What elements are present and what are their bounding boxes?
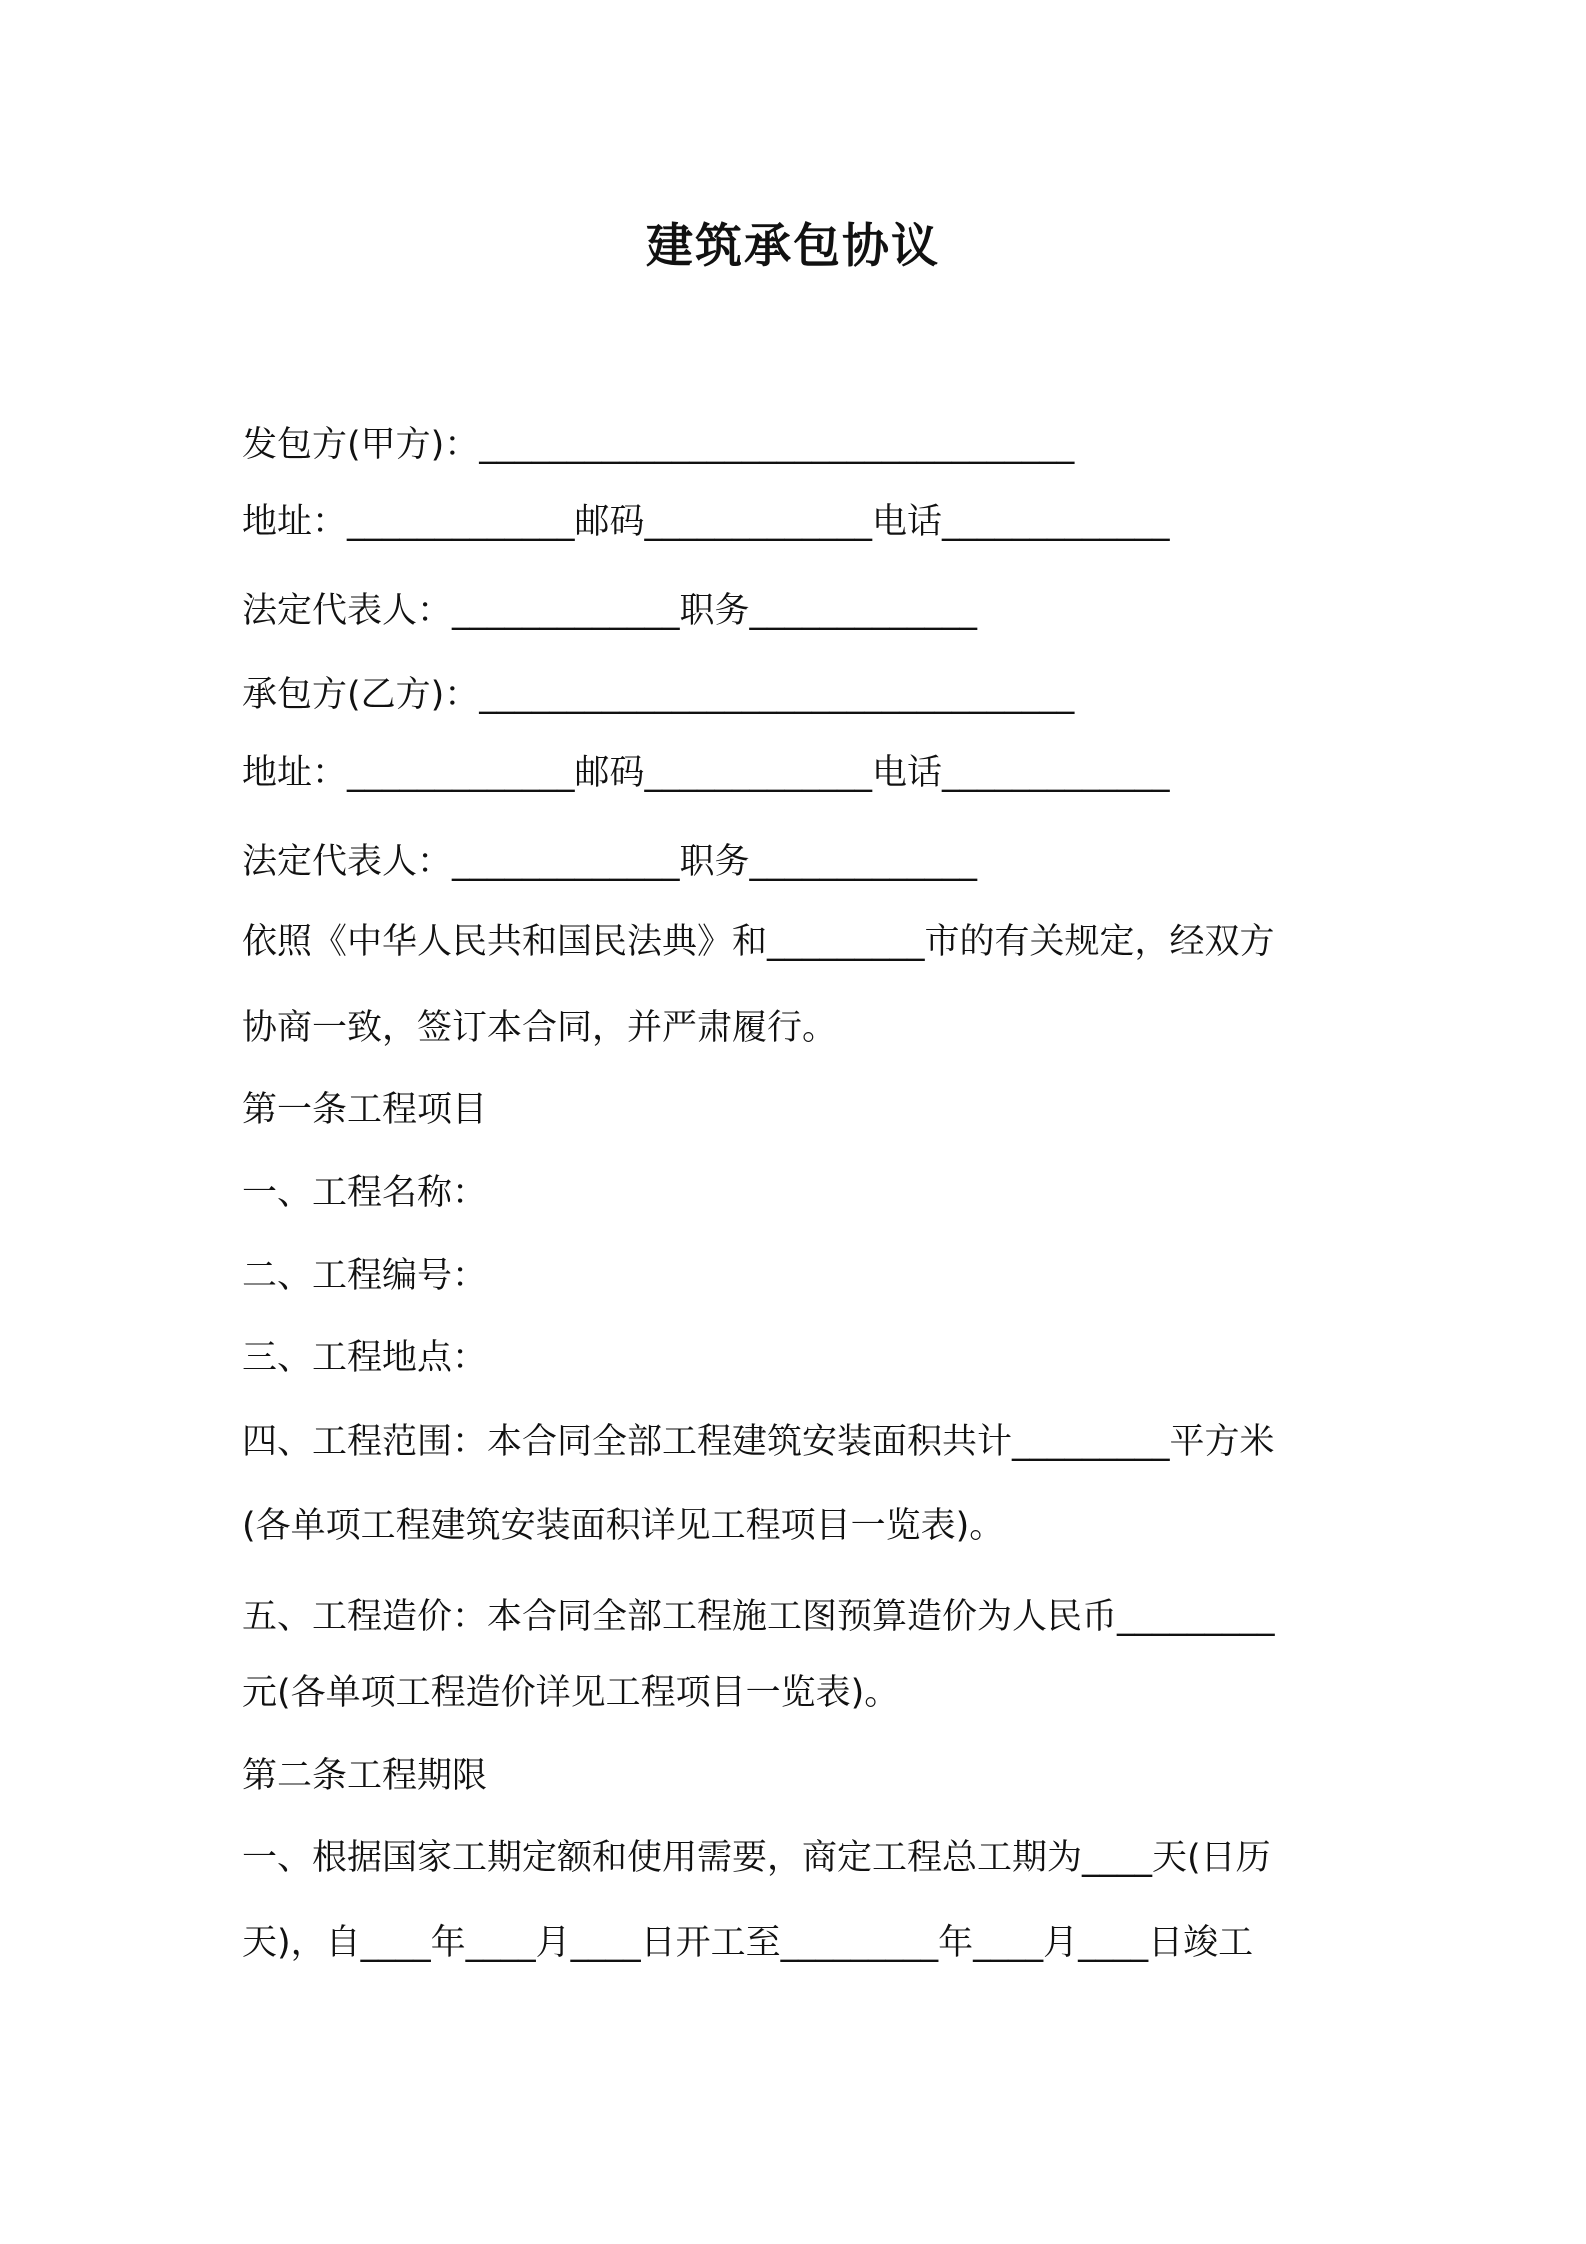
article-2-heading: 第二条工程期限 — [242, 1756, 488, 1796]
project-cost-line-2: 元(各单项工程造价详见工程项目一览表)。 — [242, 1673, 900, 1713]
party-b-line: 承包方(乙方)：__________________________________ — [242, 675, 1075, 715]
project-location-line: 三、工程地点： — [242, 1338, 488, 1378]
article-1-heading: 第一条工程项目 — [242, 1090, 488, 1130]
project-cost-line-1: 五、工程造价：本合同全部工程施工图预算造价为人民币_________ — [242, 1597, 1275, 1637]
party-a-line: 发包方(甲方)：__________________________________ — [242, 425, 1075, 465]
project-scope-line-2: (各单项工程建筑安装面积详见工程项目一览表)。 — [242, 1506, 1005, 1546]
schedule-line-1: 一、根据国家工期定额和使用需要，商定工程总工期为____天(日历 — [242, 1838, 1271, 1878]
preamble-line-2: 协商一致，签订本合同，并严肃履行。 — [242, 1008, 838, 1048]
party-b-address-line: 地址：_____________邮码_____________电话_____________ — [242, 753, 1170, 793]
schedule-line-2: 天)，自____年____月____日开工至_________年____月____日竣工 — [242, 1923, 1254, 1963]
party-b-representative-line: 法定代表人：_____________职务_____________ — [242, 842, 978, 882]
party-a-representative-line: 法定代表人：_____________职务_____________ — [242, 591, 978, 631]
project-scope-line-1: 四、工程范围：本合同全部工程建筑安装面积共计_________平方米 — [242, 1422, 1275, 1462]
project-name-line: 一、工程名称： — [242, 1173, 488, 1213]
preamble-line-1: 依照《中华人民共和国民法典》和_________市的有关规定，经双方 — [242, 922, 1275, 962]
document-title: 建筑承包协议 — [646, 219, 940, 274]
party-a-address-line: 地址：_____________邮码_____________电话_____________ — [242, 502, 1170, 542]
project-number-line: 二、工程编号： — [242, 1256, 488, 1296]
